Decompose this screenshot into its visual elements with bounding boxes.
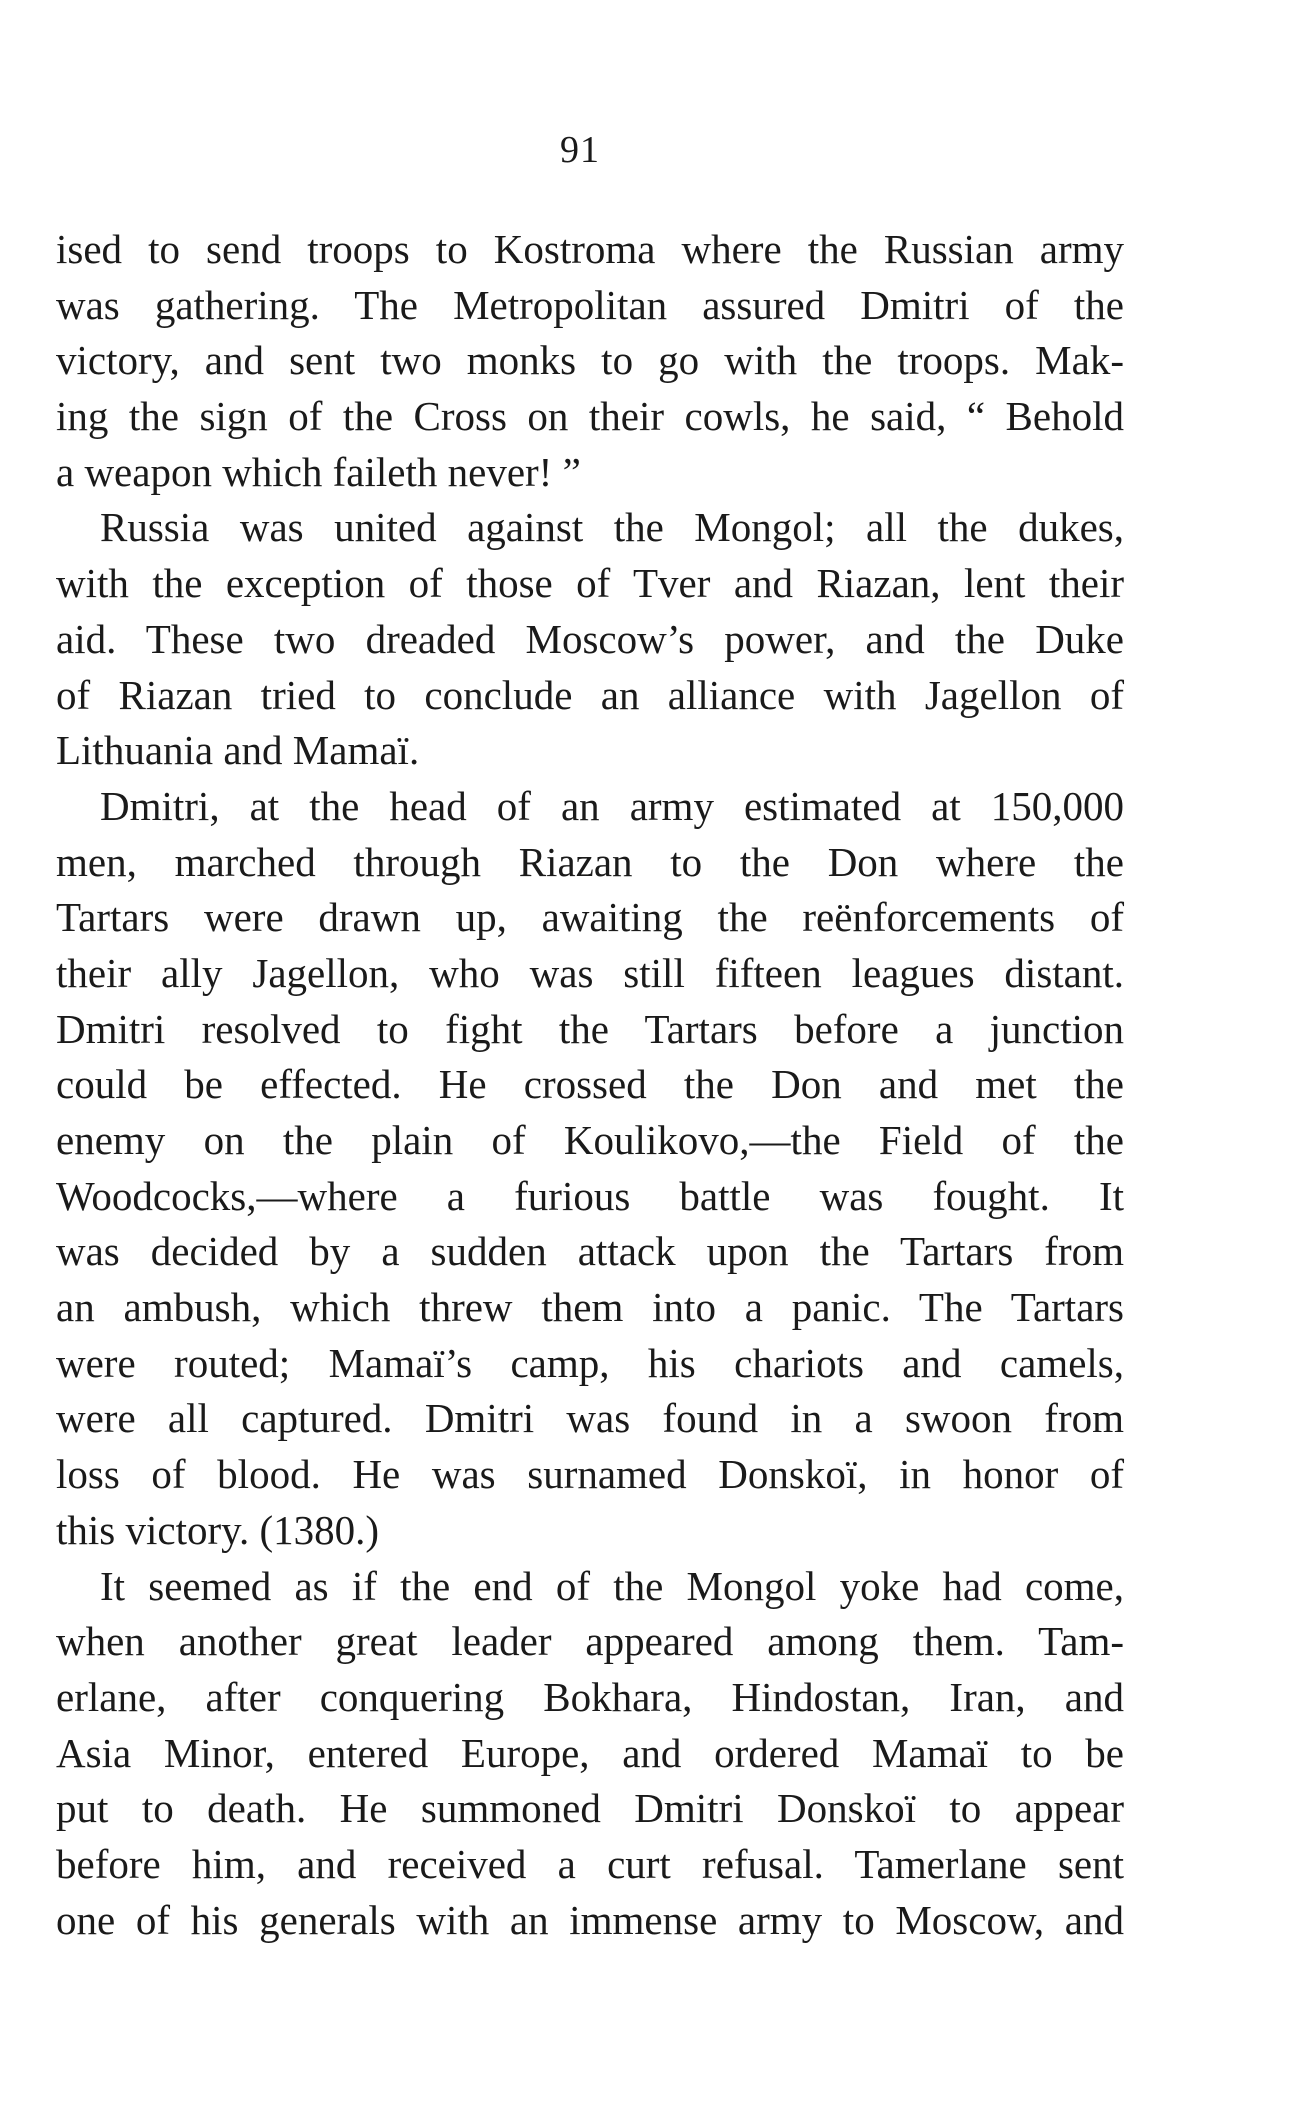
text-line: ing the sign of the Cross on their cowls, he said, “ Behold: [56, 393, 1124, 440]
text-line: ised to send troops to Kostroma where the Russian army: [56, 226, 1124, 272]
text-line: could be effected. He crossed the Don and met the: [56, 1061, 1124, 1108]
text-line: when another great leader appeared among them. Tam-: [56, 1618, 1124, 1665]
text-line: Woodcocks,—where a furious battle was fought. It: [56, 1172, 1124, 1219]
text-line: Tartars were drawn up, awaiting the reënforcements of: [56, 894, 1124, 941]
text-line: Lithuania and Mamaï.: [56, 727, 420, 774]
text-line: Dmitri, at the head of an army estimated at 150,000: [100, 782, 1124, 829]
text-line: victory, and sent two monks to go with the troops. Mak-: [56, 337, 1124, 384]
text-line: a weapon which faileth never! ”: [56, 448, 581, 495]
text-line: loss of blood. He was surnamed Donskoï, in honor of: [56, 1451, 1124, 1498]
body-text: [56, 222, 1124, 1948]
text-line: their ally Jagellon, who was still fifteen leagues distant.: [56, 949, 1124, 996]
text-line: It seemed as if the end of the Mongol yoke had come,: [100, 1562, 1124, 1609]
text-line: enemy on the plain of Koulikovo,—the Field of the: [56, 1117, 1124, 1163]
text-line: before him, and received a curt refusal. Tamerlane sent: [56, 1840, 1124, 1887]
text-line: aid. These two dreaded Moscow’s power, and the Duke: [56, 615, 1124, 662]
text-line: an ambush, which threw them into a panic. The Tartars: [56, 1284, 1124, 1331]
text-line: with the exception of those of Tver and Riazan, lent their: [56, 560, 1124, 607]
text-line: Asia Minor, entered Europe, and ordered Mamaï to be: [56, 1729, 1124, 1776]
text-line: was decided by a sudden attack upon the Tartars from: [56, 1228, 1124, 1275]
text-line: of Riazan tried to conclude an alliance with Jagellon of: [56, 671, 1124, 718]
text-line: put to death. He summoned Dmitri Donskoï to appear: [56, 1785, 1124, 1832]
page-number: 91: [560, 129, 600, 171]
text-line: were routed; Mamaï’s camp, his chariots and camels,: [56, 1339, 1124, 1386]
text-line: one of his generals with an immense army to Moscow, and: [56, 1896, 1124, 1943]
text-line: erlane, after conquering Bokhara, Hindostan, Iran, and: [56, 1673, 1124, 1720]
text-line: Russia was united against the Mongol; all the dukes,: [100, 504, 1124, 551]
text-line: men, marched through Riazan to the Don where the: [56, 838, 1124, 885]
text-line: was gathering. The Metropolitan assured Dmitri of the: [56, 281, 1124, 328]
text-line: this victory. (1380.): [56, 1506, 380, 1553]
text-line: were all captured. Dmitri was found in a swoon from: [56, 1395, 1124, 1442]
text-line: Dmitri resolved to fight the Tartars before a junction: [56, 1005, 1124, 1052]
